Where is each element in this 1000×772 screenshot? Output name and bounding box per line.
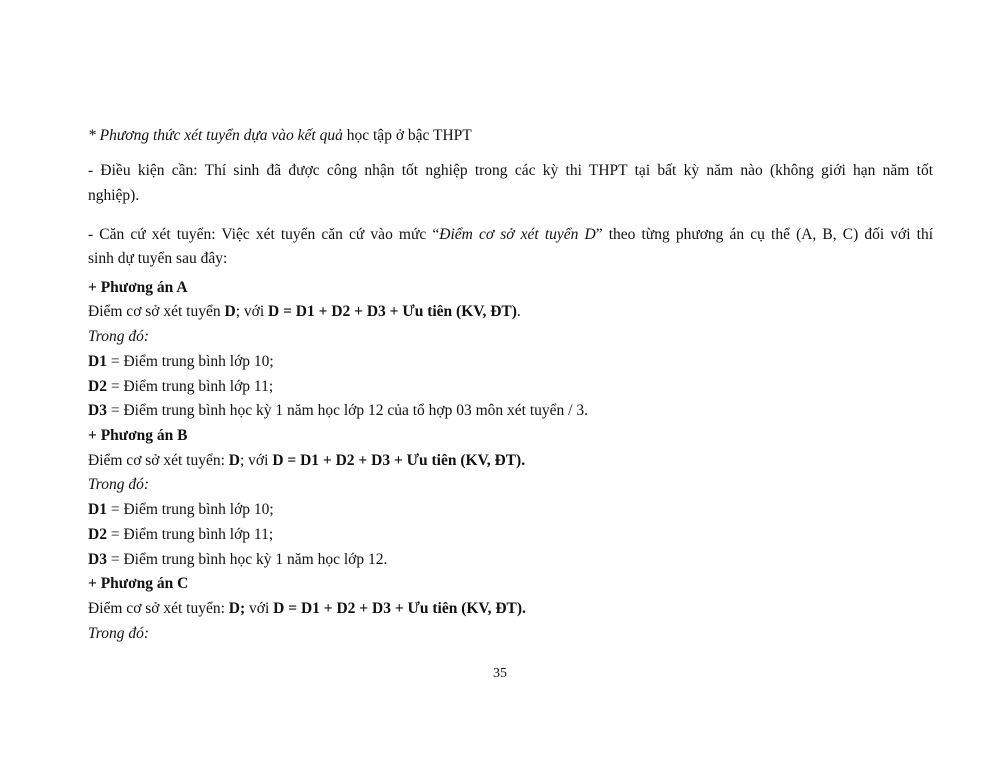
text-line [88,451,525,471]
text-segment: D1 [88,501,107,518]
text-segment: = Điểm trung bình lớp 11; [106,526,274,543]
text-segment: + Phương án A [88,279,188,296]
text-line [88,624,149,644]
text-segment: Trong đó: [88,625,150,642]
text-segment: * Phương thức xét tuyển dựa vào kết quả [88,127,343,144]
text-segment: D = D1 + D2 + D3 + Ưu tiên (KV, ĐT). [272,452,526,469]
text-segment: = Điểm trung bình học kỳ 1 năm học lớp 12. [106,551,388,568]
text-segment: D = D1 + D2 + D3 + Ưu tiên (KV, ĐT). [273,600,526,617]
text-line [88,302,521,322]
text-segment: + Phương án B [88,427,188,444]
text-segment: D3 [88,551,107,568]
text-line [88,161,933,181]
text-line [88,225,933,245]
text-segment: D [224,303,236,320]
page-number: 35 [493,666,507,681]
text-line [88,525,273,545]
text-segment: . [516,303,521,320]
text-segment: = Điểm trung bình lớp 10; [106,353,274,370]
text-segment: Trong đó: [88,328,150,345]
text-segment: D; [228,600,250,617]
text-segment: = Điểm trung bình lớp 11; [106,378,274,395]
text-segment: Điểm cơ sở xét tuyển: [88,452,229,469]
text-line [88,599,526,619]
text-line [88,500,274,520]
text-segment: = Điểm trung bình lớp 10; [106,501,274,518]
text-line [88,249,227,269]
text-segment: với [249,600,274,617]
text-segment: + Phương án C [88,575,189,592]
text-segment: D1 [88,353,107,370]
text-segment: Điểm cơ sở xét tuyển D [439,226,596,243]
text-segment: ; với [235,303,269,320]
text-line [88,426,188,446]
text-segment: ; với [240,452,273,469]
text-line [88,550,387,570]
text-segment: D2 [88,378,107,395]
text-line [88,327,149,347]
text-segment: - Điều kiện cần: Thí sinh đã được công nhận tốt nghiệp trong các kỳ thi THPT tại bất kỳ năm nào (không giới hạn năm tốt [88,162,933,179]
text-segment: nghiệp). [88,187,140,204]
text-segment: sinh dự tuyển sau đây: [88,250,228,267]
text-segment: D = D1 + D2 + D3 + Ưu tiên (KV, ĐT) [268,303,517,320]
text-line [88,475,149,495]
text-segment: D2 [88,526,107,543]
text-segment: học tập ở bậc THPT [342,127,472,144]
text-segment: = Điểm trung bình học kỳ 1 năm học lớp 12 của tổ hợp 03 môn xét tuyển / 3. [106,402,588,419]
text-segment: Điểm cơ sở xét tuyển: [88,600,229,617]
text-line [88,126,472,146]
text-segment: - Căn cứ xét tuyển: Việc xét tuyển căn cứ vào mức “ [88,226,440,243]
text-line [88,377,273,397]
text-line [88,574,188,594]
text-line [88,352,274,372]
text-segment: D3 [88,402,107,419]
text-line [88,278,188,298]
text-segment: Điểm cơ sở xét tuyển [88,303,225,320]
text-segment: ” theo từng phương án cụ thể (A, B, C) đối với thí [595,226,933,243]
text-line [88,401,588,421]
text-segment: Trong đó: [88,476,150,493]
text-line [88,186,139,206]
text-segment: D [228,452,240,469]
